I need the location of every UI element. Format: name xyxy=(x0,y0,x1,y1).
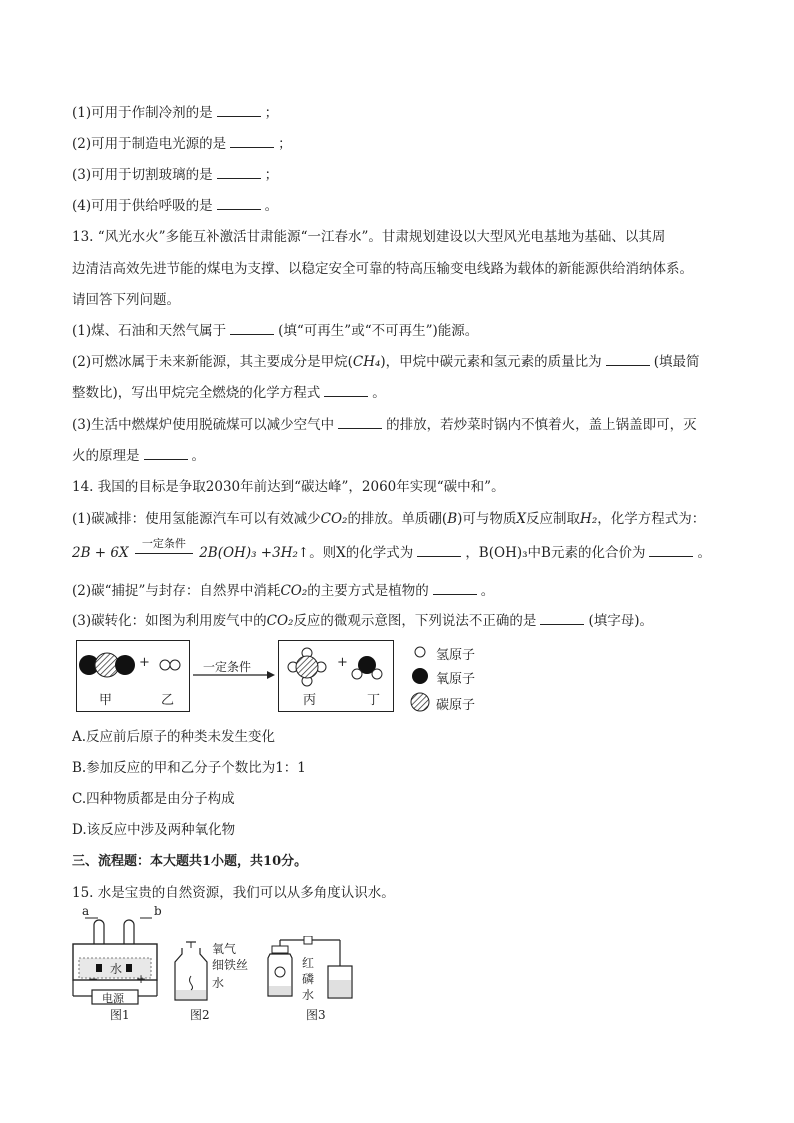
q13-intro-3: 请回答下列问题。 xyxy=(72,292,180,308)
label-oxygen: 氧气 xyxy=(212,942,237,956)
oxygen-atom xyxy=(115,655,135,675)
text: ，B(OH)₃中B元素的化合价为 xyxy=(465,545,646,561)
formula: CO₂ xyxy=(280,583,308,599)
text: 的主要方式是植物的 xyxy=(307,583,429,599)
text: 的排放，若炒菜时锅内不慎着火，盖上锅盖即可，灭 xyxy=(386,417,697,433)
text: )，甲烷中碳元素和氢元素的质量比为 xyxy=(380,354,602,370)
q12-line-3 xyxy=(72,166,278,184)
q14-part-1 xyxy=(72,510,705,528)
q13-part-3-cont xyxy=(72,447,205,465)
label-phosphorus: 磷 xyxy=(302,972,315,986)
products-box xyxy=(278,640,394,712)
text: (填字母)。 xyxy=(588,613,653,629)
label-power-supply: 电源 xyxy=(102,992,124,1005)
section-heading: 三、流程题：本大题共1小题，共10分。 xyxy=(72,854,308,869)
formula: CO₂ xyxy=(320,511,348,527)
label-b: b xyxy=(154,904,162,918)
q14-part-3 xyxy=(72,612,653,630)
equation-line xyxy=(135,553,193,554)
carbon-atom-icon xyxy=(411,693,429,711)
equation-right: 2B(OH)₃ +3H₂↑ xyxy=(199,545,310,561)
label-bing: 丙 xyxy=(303,693,317,708)
answer-blank[interactable] xyxy=(230,135,274,148)
legend-oxygen: 氧原子 xyxy=(436,672,476,687)
q12-text-4: (4)可用于供给呼吸的是 xyxy=(72,198,213,214)
text: 。 xyxy=(697,545,711,561)
text: ，化学方程式为： xyxy=(597,511,706,527)
text: 的排放。单质硼( xyxy=(347,511,448,527)
formula: H₂ xyxy=(580,511,598,527)
text: (3)碳转化：如图为利用废气中的 xyxy=(72,613,267,629)
text: (1)煤、石油和天然气属于 xyxy=(72,323,227,339)
text: 。 xyxy=(191,448,205,464)
q14-part-2 xyxy=(72,582,494,600)
hydrogen-atom xyxy=(372,669,382,679)
equation-condition: 一定条件 xyxy=(141,537,186,550)
answer-blank[interactable] xyxy=(433,582,477,595)
formula: CO₂ xyxy=(266,613,294,629)
label-minus: − xyxy=(88,972,99,986)
hydrogen-atom xyxy=(352,669,362,679)
q12-text-3: (3)可用于切割玻璃的是 xyxy=(72,167,213,183)
text: (2)碳“捕捉”与封存：自然界中消耗 xyxy=(72,583,281,599)
answer-blank[interactable] xyxy=(324,384,368,397)
label-jia: 甲 xyxy=(99,693,113,708)
label-red: 红 xyxy=(302,956,315,970)
q13-part-2-cont xyxy=(72,384,386,402)
label-yi: 乙 xyxy=(161,693,175,708)
figure-3-caption: 图3 xyxy=(306,1008,326,1022)
text: (3)生活中燃煤炉使用脱硫煤可以减少空气中 xyxy=(72,417,335,433)
answer-blank[interactable] xyxy=(144,447,188,460)
q12-text-1: (1)可用于作制冷剂的是 xyxy=(72,105,213,121)
answer-blank[interactable] xyxy=(217,197,261,210)
hydrogen-atom xyxy=(170,660,180,670)
formula: CH₄ xyxy=(352,354,381,370)
plus-sign: + xyxy=(337,655,348,670)
legend-hydrogen: 氢原子 xyxy=(436,648,476,663)
label-water: 水 xyxy=(110,962,123,976)
arrow-icon xyxy=(193,668,275,692)
answer-blank[interactable] xyxy=(217,166,261,179)
text: 。则X的化学式为 xyxy=(309,545,414,561)
text: 反应的微观示意图，下列说法不正确的是 xyxy=(293,613,537,629)
oxygen-atom-icon xyxy=(412,668,428,684)
text: 。 xyxy=(372,385,386,401)
label-a: a xyxy=(82,904,90,918)
q13-part-2 xyxy=(72,353,699,371)
q13-intro-2: 边清洁高效先进节能的煤电为支撑、以稳定安全可靠的特高压输变电线路为载体的新能源供给消纳体系。 xyxy=(72,261,693,277)
answer-blank[interactable] xyxy=(649,544,693,557)
option-a[interactable]: A.反应前后原子的种类未发生变化 xyxy=(72,729,276,745)
answer-blank[interactable] xyxy=(540,612,584,625)
q15-intro: 15. 水是宝贵的自然资源，我们可以从多角度认识水。 xyxy=(72,885,395,901)
q14-equation xyxy=(72,537,711,562)
text: (填“可再生”或“不可再生”)能源。 xyxy=(278,323,479,339)
text: (2)可燃冰属于未来新能源，其主要成分是甲烷( xyxy=(72,354,353,370)
legend-carbon: 碳原子 xyxy=(436,698,476,713)
reactants-box xyxy=(76,640,190,712)
formula: B xyxy=(447,511,458,527)
formula: X xyxy=(516,511,527,527)
option-d[interactable]: D.该反应中涉及两种氧化物 xyxy=(72,822,236,838)
carbon-atom xyxy=(296,656,318,678)
punct: ； xyxy=(264,167,279,183)
text: 反应制取 xyxy=(526,511,581,527)
text: (填最简 xyxy=(653,354,700,370)
atom-legend xyxy=(410,644,500,716)
punct: ； xyxy=(264,105,279,121)
text: 火的原理是 xyxy=(72,448,140,464)
equation-left: 2B + 6X xyxy=(72,545,129,561)
arrow-label: 一定条件 xyxy=(203,660,252,674)
q12-line-4 xyxy=(72,197,278,215)
reaction-arrow xyxy=(193,658,275,678)
label-water: 水 xyxy=(212,976,225,990)
text: (1)碳减排：使用氢能源汽车可以有效减少 xyxy=(72,511,321,527)
q12-text-2: (2)可用于制造电光源的是 xyxy=(72,136,227,152)
q13-part-3 xyxy=(72,416,697,434)
q14-intro: 14. 我国的目标是争取2030年前达到“碳达峰”，2060年实现“碳中和”。 xyxy=(72,479,505,495)
label-iron-wire: 细铁丝 xyxy=(212,958,249,972)
option-b[interactable]: B.参加反应的甲和乙分子个数比为1：1 xyxy=(72,760,306,776)
text: 。 xyxy=(480,583,495,599)
q12-line-2 xyxy=(72,135,292,153)
option-c[interactable]: C.四种物质都是由分子构成 xyxy=(72,791,235,807)
answer-blank[interactable] xyxy=(606,353,650,366)
label-ding: 丁 xyxy=(367,693,381,708)
figure-2 xyxy=(172,940,262,1020)
label-plus: + xyxy=(136,972,147,986)
label-water: 水 xyxy=(302,988,315,1002)
answer-blank[interactable] xyxy=(417,544,461,557)
q12-line-1 xyxy=(72,104,278,122)
text: )可与物质 xyxy=(457,511,517,527)
figure-3 xyxy=(262,936,362,1026)
figure-1 xyxy=(70,904,170,1022)
text: 整数比)，写出甲烷完全燃烧的化学方程式 xyxy=(72,385,321,401)
answer-blank[interactable] xyxy=(217,104,261,117)
hydrogen-atom xyxy=(160,660,170,670)
punct: ； xyxy=(278,136,292,152)
figure-1-caption: 图1 xyxy=(110,1008,130,1022)
answer-blank[interactable] xyxy=(230,322,274,335)
q13-part-1 xyxy=(72,322,478,340)
plus-sign: + xyxy=(139,655,150,670)
figure-2-caption: 图2 xyxy=(190,1008,210,1022)
q13-intro-1: 13. “风光水火”多能互补激活甘肃能源“一江春水”。甘肃规划建设以大型风光电基地为基础、以其周 xyxy=(72,229,666,245)
hydrogen-atom-icon xyxy=(415,647,425,657)
legend-symbols xyxy=(410,644,430,716)
gas-bottle xyxy=(172,940,212,1002)
answer-blank[interactable] xyxy=(338,416,382,429)
punct: 。 xyxy=(264,198,279,214)
